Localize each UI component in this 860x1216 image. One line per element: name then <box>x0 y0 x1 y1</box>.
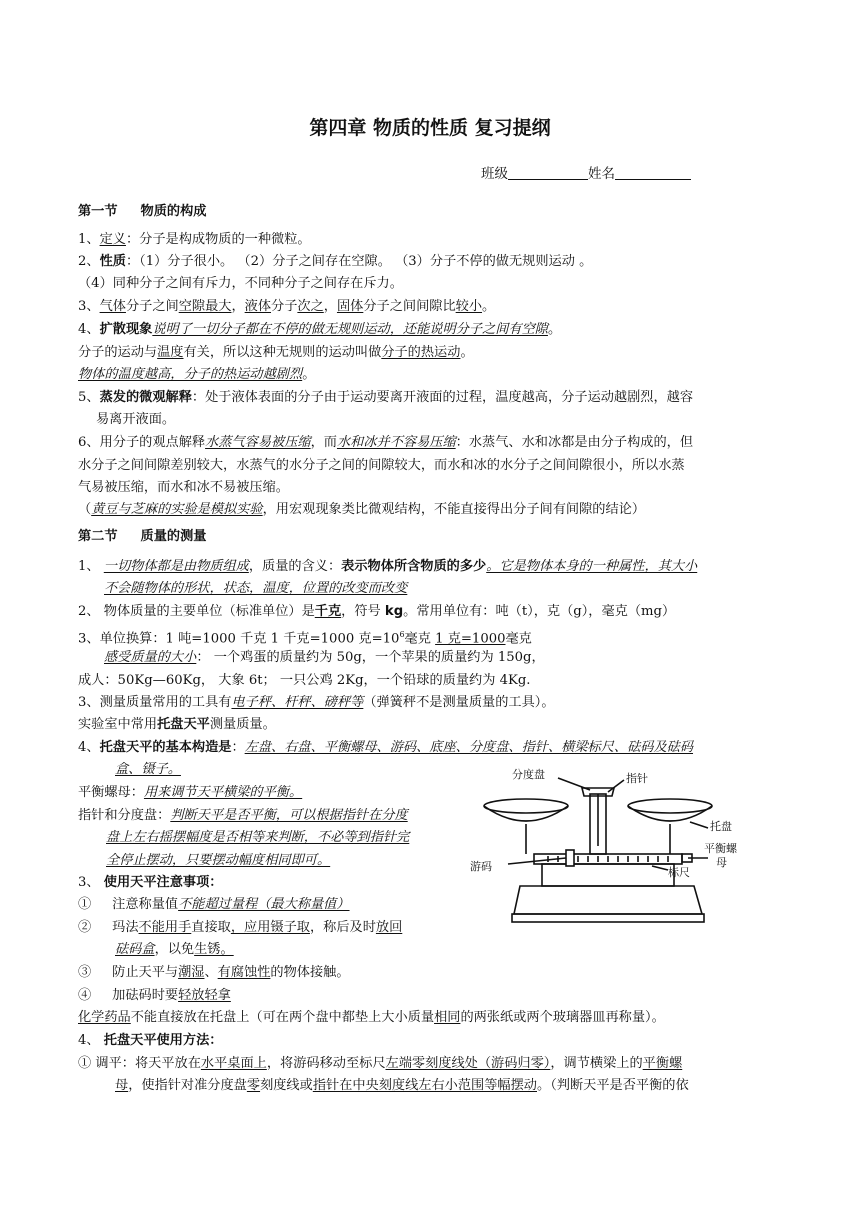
s2-line10: 盒、镊子。 <box>115 762 181 777</box>
name-label: 姓名 <box>588 166 615 182</box>
balance-base <box>514 886 702 914</box>
s2-line8: 实验室中常用托盘天平测量质量。 <box>78 717 276 732</box>
section-title: 物质的构成 <box>140 204 207 219</box>
s1-line10: 6、用分子的观点解释水蒸气容易被压缩，而水和冰并不容易压缩：水蒸气、水和冰都是由分子构成的，但 <box>78 435 694 450</box>
balance-illustration <box>462 766 742 934</box>
s2-line9: 4、托盘天平的基本构造是：左盘、右盘、平衡螺母、游码、底座、分度盘、指针、横梁标尺、砝码及砝码 <box>78 740 694 755</box>
label-dial: 分度盘 <box>512 768 545 781</box>
s1-line11: 水分子之间间隙差别较大，水蒸气的水分子之间的间隙较大，而水和冰的水分子之间间隙很小，所以水蒸 <box>78 458 685 473</box>
s2-line12: 指针和分度盘：判断天平是否平衡，可以根据指针在分度 <box>78 808 408 823</box>
label-scale: 标尺 <box>668 866 690 879</box>
s2-line18: ① 调平：将天平放在水平桌面上，将游码移动至标尺左端零刻度线处（游码归零），调节横梁上的平衡螺 <box>78 1056 683 1071</box>
s2-line2: 不会随物体的形状，状态，温度，位置的改变而改变 <box>104 581 408 596</box>
s1-line12: 气易被压缩，而水和冰不易被压缩。 <box>78 480 289 495</box>
section-title: 质量的测量 <box>140 529 207 544</box>
s1-line13: （黄豆与芝麻的实验是模拟实验，用宏观现象类比微观结构，不能直接得出分子间有间隙的结论） <box>78 502 646 517</box>
page-title: 第四章 物质的性质 复习提纲 <box>309 117 551 139</box>
s2-line11: 平衡螺母：用来调节天平横梁的平衡。 <box>78 785 303 800</box>
s2-line4: 3、单位换算：1 吨=1000 千克 1 千克=1000 克$=10^6$毫克 1 克=1000毫克 <box>78 630 532 647</box>
s2-line1: 1、 一切物体都是由物质组成，质量的含义：表示物体所含物质的多少。它是物体本身的一种属性，其大小 <box>78 559 698 574</box>
s2-line16: 化学药品不能直接放在托盘上（可在两个盘中都垫上大小质量相同的两张纸或两个玻璃器皿再称量）。 <box>78 1010 665 1025</box>
balance-diagram <box>462 766 742 934</box>
s1-line6: 分子的运动与温度有关，所以这种无规则的运动叫做分子的热运动。 <box>78 345 474 360</box>
s1-line8: 5、蒸发的微观解释：处于液体表面的分子由于运动要离开液面的过程，温度越高，分子运动越剧烈，越容 <box>78 390 694 405</box>
section-number: 第一节 <box>78 204 118 219</box>
s1-line2: 2、性质：（1）分子很小。 （2）分子之间存在空隙。 （3）分子不停的做无规则运动 。 <box>78 254 593 269</box>
note-2-cont: 砝码盒，以免生锈。 <box>115 942 234 957</box>
s1-line1: 1、定义：分子是构成物质的一种微粒。 <box>78 232 311 247</box>
note-3: ③ 防止天平与潮湿、有腐蚀性的物体接触。 <box>78 965 350 980</box>
section2-heading <box>78 527 206 547</box>
s2-line14: 全停止摆动，只要摆动幅度相同即可。 <box>106 853 331 868</box>
note-2: ② 玛法不能用手直接取，应用镊子取，称后及时放回 <box>78 920 403 935</box>
rider <box>566 850 574 866</box>
s2-line15: 3、 使用天平注意事项： <box>78 875 223 890</box>
s1-line7: 物体的温度越高，分子的热运动越剧烈。 <box>78 367 316 382</box>
s2-line6: 成人：50Kg—60Kg， 大象 6t； 一只公鸡 2Kg，一个铅球的质量约为 4Kg. <box>78 673 531 688</box>
s2-line7: 3、测量质量常用的工具有电子秤、杆秤、磅秤等（弹簧秤不是测量质量的工具）。 <box>78 695 555 710</box>
name-blank[interactable] <box>615 165 691 180</box>
label-nut-2: 母 <box>716 856 727 869</box>
s2-line5: 感受质量的大小： 一个鸡蛋的质量约为 50g，一个苹果的质量约为 150g， <box>104 650 545 665</box>
label-pointer: 指针 <box>626 772 648 785</box>
label-nut-1: 平衡螺 <box>704 842 737 855</box>
section-number: 第二节 <box>78 529 118 544</box>
section1-heading <box>78 202 206 222</box>
class-name-line <box>481 162 691 182</box>
label-pan: 托盘 <box>710 820 732 833</box>
s2-line17: 4、 托盘天平使用方法： <box>78 1033 223 1048</box>
s1-line9: 易离开液面。 <box>96 412 176 427</box>
class-label: 班级 <box>481 166 508 182</box>
s1-line4: 3、气体分子之间空隙最大，液体分子次之，固体分子之间间隙比较小。 <box>78 299 496 314</box>
s2-line13: 盘上左右摇摆幅度是否相等来判断，不必等到指针完 <box>106 830 410 845</box>
note-1: ① 注意称量值不能超过量程（最大称量值） <box>78 897 350 912</box>
label-rider: 游码 <box>470 860 492 873</box>
s1-line5: 4、扩散现象说明了一切分子都在不停的做无规则运动，还能说明分子之间有空隙。 <box>78 322 562 337</box>
balance-base-foot <box>512 914 704 922</box>
s2-line19: 母，使指针对准分度盘零刻度线或指针在中央刻度线左右小范围等幅摆动。（判断天平是否平衡的依 <box>115 1078 689 1093</box>
class-blank[interactable] <box>508 165 588 180</box>
note-4: ④ 加砝码时要轻放轻拿 <box>78 988 231 1003</box>
s2-line3: 2、 物体质量的主要单位（标准单位）是千克，符号 kg。常用单位有：吨（t），克（g），毫克（mg） <box>78 604 676 619</box>
s1-line3: （4）同种分子之间有斥力，不同种分子之间存在斥力。 <box>78 276 403 291</box>
